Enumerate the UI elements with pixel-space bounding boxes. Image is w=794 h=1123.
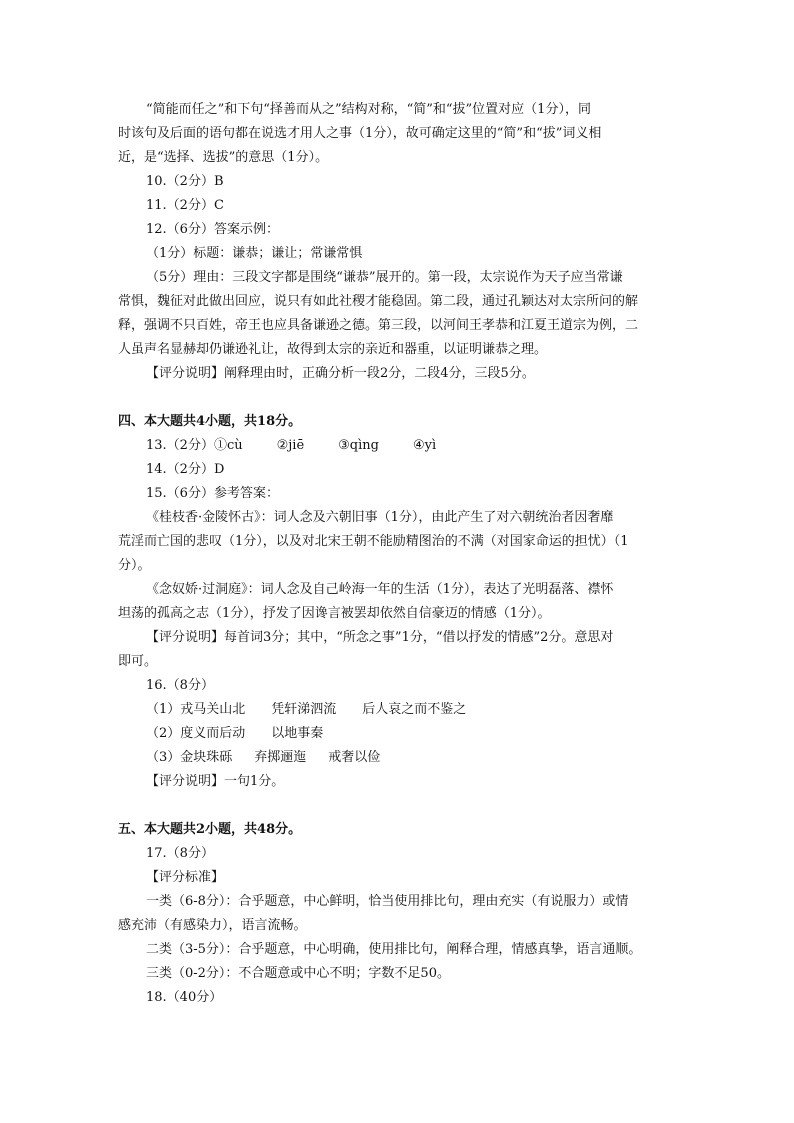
verse: 后人哀之而不鉴之 (362, 702, 467, 717)
text-line: 分）。 (118, 558, 151, 573)
text-line: 坦荡的孤高之志（1分），抒发了因谗言被罢却依然自信豪迈的情感（1分）。 (118, 606, 551, 621)
answer-13-number: 13.（2分） (146, 438, 214, 453)
answer-16-heading: 16.（8分） (146, 678, 214, 693)
text-line: 一类（6-8分）：合乎题意，中心鲜明，恰当使用排比句，理由充实（有说服力）或情 (146, 894, 629, 909)
pinyin-4: ④yì (412, 438, 437, 453)
answer-16-line-1 (146, 700, 466, 720)
text-line: 二类（3-5分）：合乎题意，中心明确，使用排比句，阐释合理，情感真挚，语言通顺。 (146, 942, 642, 957)
text-line: （1分）标题：谦恭；谦让；常谦常惧 (146, 246, 363, 261)
verse: 弃掷逦迤 (254, 750, 307, 765)
verse: 凭轩涕泗流 (271, 702, 337, 717)
pinyin-2: ②jiē (276, 438, 305, 453)
section-heading-4: 四、本大题共4小题，共18分。 (118, 414, 302, 429)
answer-16-line-2 (146, 724, 323, 744)
scoring-criteria-heading: 【评分标准】 (146, 870, 225, 885)
text-line: 释，强调不只百姓，帝王也应具备谦逊之德。第三段，以河间王孝恭和江夏王道宗为例，二 (118, 318, 639, 333)
verse: （2）度义而后动 (146, 726, 246, 741)
text-line: 感充沛（有感染力），语言流畅。 (118, 918, 307, 933)
verse: （1）戎马关山北 (146, 702, 246, 717)
answer-17-heading: 17.（8分） (146, 846, 214, 861)
scoring-note: 【评分说明】每首词3分；其中，“所念之事”1分，“借以抒发的情感”2分。意思对 (146, 630, 614, 645)
text-line: “简能而任之”和下句“择善而从之”结构对称，“简”和“拔”位置对应（1分），同 (146, 102, 591, 117)
answer-11: 11.（2分）C (146, 198, 224, 213)
answer-18-heading: 18.（40分） (146, 990, 223, 1005)
answer-15-heading: 15.（6分）参考答案： (146, 486, 279, 501)
answer-16-line-3 (146, 748, 380, 768)
answer-14: 14.（2分）D (146, 462, 225, 477)
text-line: 时该句及后面的语句都在说选才用人之事（1分），故可确定这里的“简”和“拔”词义相 (118, 126, 602, 141)
text-line: 《念奴娇·过洞庭》：词人念及自己岭海一年的生活（1分），表达了光明磊落、襟怀 (146, 582, 614, 597)
text-line: 荒淫而亡国的悲叹（1分），以及对北宋王朝不能励精图治的不满（对国家命运的担忧）（1 (118, 534, 629, 549)
scoring-note: 【评分说明】一句1分。 (146, 774, 285, 789)
text-line: 人虽声名显赫却仍谦逊礼让，故得到太宗的亲近和器重，以证明谦恭之理。 (118, 342, 548, 357)
pinyin-1: ①cù (213, 438, 243, 453)
text-line: 三类（0-2分）：不合题意或中心不明；字数不足50。 (146, 966, 450, 981)
section-heading-5: 五、本大题共2小题，共48分。 (118, 822, 302, 837)
answer-10: 10.（2分）B (146, 174, 224, 189)
verse: 戒奢以俭 (328, 750, 381, 765)
text-line: （5分）理由：三段文字都是围绕“谦恭”展开的。第一段，太宗说作为天子应当常谦 (146, 270, 623, 285)
text-line: 《桂枝香·金陵怀古》：词人念及六朝旧事（1分），由此产生了对六朝统治者因奢靡 (146, 510, 614, 525)
verse: 以地事秦 (271, 726, 324, 741)
answer-13 (146, 436, 436, 456)
text-line: 近，是“选择、选拔”的意思（1分）。 (118, 150, 329, 165)
text-line: 常惧，魏征对此做出回应，说只有如此社稷才能稳固。第二段，通过孔颖达对太宗所问的解 (118, 294, 639, 309)
verse: （3）金块珠砾 (146, 750, 233, 765)
scoring-note: 【评分说明】阐释理由时，正确分析一段2分，二段4分，三段5分。 (146, 366, 535, 381)
pinyin-3: ③qìng (338, 438, 379, 453)
text-line: 即可。 (118, 654, 158, 669)
answer-12-heading: 12.（6分）答案示例： (146, 222, 279, 237)
